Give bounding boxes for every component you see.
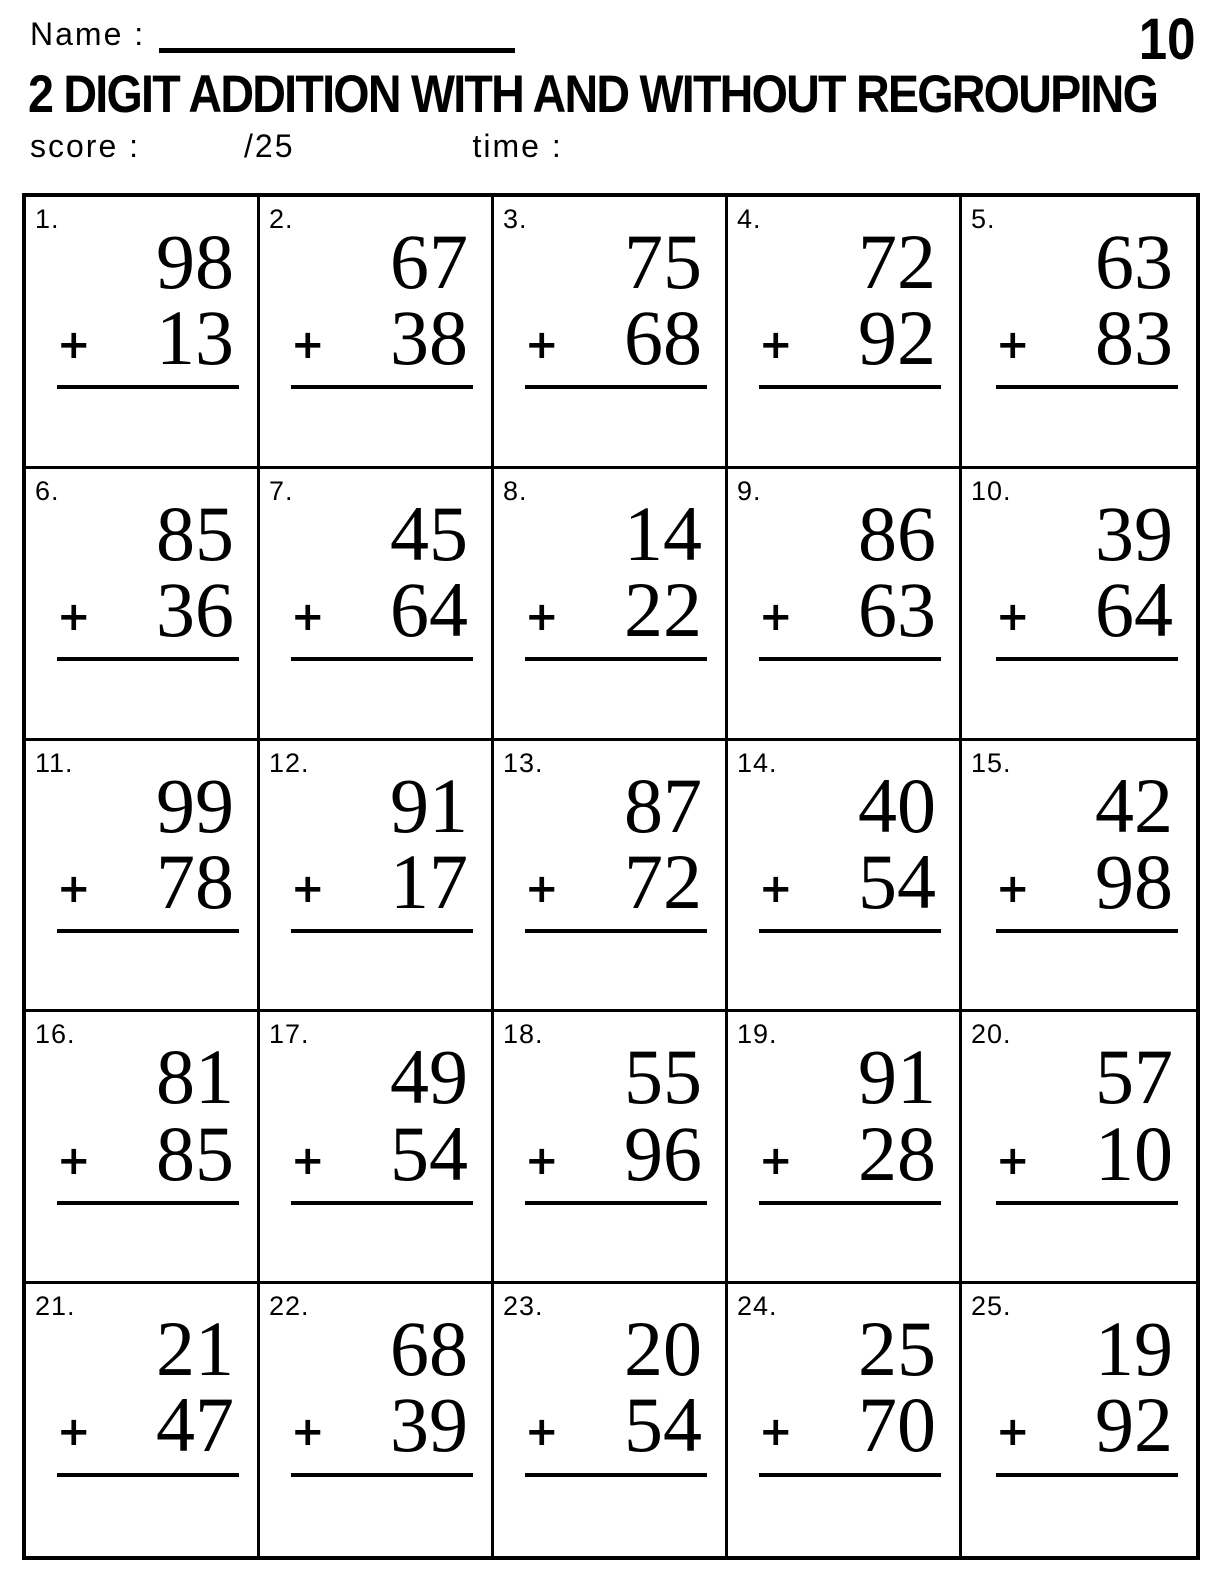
- problem-number: 2.: [269, 204, 294, 234]
- plus-sign: +: [759, 594, 793, 641]
- top-operand: 55: [624, 1033, 702, 1121]
- top-operand: 72: [858, 218, 936, 305]
- top-operand: 39: [1095, 489, 1173, 577]
- operator-row: [525, 837, 707, 933]
- addition-problem: [57, 1305, 239, 1476]
- answer-space: [962, 386, 1196, 466]
- plus-sign: +: [291, 594, 325, 641]
- problem-number: 15.: [971, 747, 1012, 778]
- addition-problem: [57, 218, 239, 389]
- operator-row: [759, 1381, 941, 1476]
- problem-number: 19.: [737, 1019, 778, 1050]
- name-label: Name :: [30, 16, 146, 52]
- problem-cell: [962, 197, 1196, 469]
- problem-cell: [962, 1284, 1196, 1556]
- operator-row: [525, 294, 707, 389]
- problem-cell: [728, 469, 962, 741]
- top-operand: 68: [390, 1305, 468, 1393]
- operator-row: [996, 837, 1178, 933]
- answer-space: [260, 658, 491, 738]
- operator-row: [996, 1109, 1178, 1205]
- bottom-operand: 54: [624, 1381, 702, 1469]
- problem-number: 13.: [503, 747, 544, 778]
- addition-problem: [759, 1305, 941, 1476]
- page-number: 10: [1139, 7, 1196, 72]
- top-operand: 45: [390, 489, 468, 577]
- addition-problem: [57, 489, 239, 661]
- plus-sign: +: [759, 1137, 793, 1184]
- plus-sign: +: [525, 1409, 559, 1456]
- answer-space: [962, 658, 1196, 738]
- top-operand: 14: [624, 489, 702, 577]
- addition-problem: [291, 761, 473, 933]
- worksheet-title: 2 DIGIT ADDITION WITH AND WITHOUT REGROUPING: [28, 65, 1158, 124]
- plus-sign: +: [57, 594, 91, 641]
- problem-number: 16.: [35, 1019, 76, 1050]
- bottom-operand: 92: [858, 294, 936, 382]
- addition-problem: [525, 489, 707, 661]
- problem-number: 17.: [269, 1019, 310, 1050]
- operator-row: [57, 294, 239, 389]
- problem-number: 4.: [737, 204, 762, 234]
- plus-sign: +: [57, 322, 91, 369]
- addition-problem: [759, 489, 941, 661]
- plus-sign: +: [291, 865, 325, 912]
- answer-space: [728, 929, 959, 1009]
- plus-sign: +: [525, 865, 559, 912]
- problem-cell: [260, 197, 494, 469]
- problem-cell: [494, 1284, 728, 1556]
- operator-row: [57, 1381, 239, 1476]
- bottom-operand: 83: [1095, 294, 1173, 382]
- operator-row: [996, 294, 1178, 389]
- bottom-operand: 92: [1095, 1381, 1173, 1469]
- problem-cell: [26, 1012, 260, 1284]
- problem-cell: [26, 741, 260, 1013]
- answer-space: [962, 1476, 1196, 1556]
- plus-sign: +: [996, 1137, 1030, 1184]
- problems-grid: [22, 193, 1200, 1560]
- addition-problem: [291, 218, 473, 389]
- answer-space: [26, 1476, 257, 1556]
- answer-space: [494, 1201, 725, 1281]
- bottom-operand: 98: [1095, 837, 1173, 925]
- bottom-operand: 28: [858, 1109, 936, 1197]
- addition-problem: [57, 761, 239, 933]
- score-row: [30, 128, 563, 165]
- plus-sign: +: [291, 1137, 325, 1184]
- operator-row: [996, 565, 1178, 661]
- top-operand: 25: [858, 1305, 936, 1393]
- answer-space: [962, 1201, 1196, 1281]
- problem-cell: [494, 469, 728, 741]
- addition-problem: [996, 489, 1178, 661]
- problem-number: 6.: [35, 475, 60, 506]
- operator-row: [291, 1109, 473, 1205]
- bottom-operand: 70: [858, 1381, 936, 1469]
- answer-space: [494, 658, 725, 738]
- problem-cell: [728, 1284, 962, 1556]
- problem-cell: [26, 197, 260, 469]
- problem-cell: [260, 741, 494, 1013]
- top-operand: 67: [390, 218, 468, 305]
- problem-number: 1.: [35, 204, 60, 234]
- top-operand: 21: [156, 1305, 234, 1393]
- plus-sign: +: [759, 1409, 793, 1456]
- bottom-operand: 78: [156, 837, 234, 925]
- problem-cell: [26, 469, 260, 741]
- answer-space: [26, 929, 257, 1009]
- name-blank-line: [159, 17, 515, 53]
- problem-number: 7.: [269, 475, 294, 506]
- plus-sign: +: [57, 1409, 91, 1456]
- top-operand: 20: [624, 1305, 702, 1393]
- plus-sign: +: [996, 1409, 1030, 1456]
- problem-cell: [962, 1012, 1196, 1284]
- bottom-operand: 68: [624, 294, 702, 382]
- problem-number: 14.: [737, 747, 778, 778]
- problem-cell: [494, 741, 728, 1013]
- time-label: time :: [472, 128, 563, 164]
- answer-space: [494, 929, 725, 1009]
- addition-problem: [291, 489, 473, 661]
- plus-sign: +: [525, 1137, 559, 1184]
- answer-space: [26, 658, 257, 738]
- top-operand: 57: [1095, 1033, 1173, 1121]
- answer-space: [26, 386, 257, 466]
- operator-row: [291, 837, 473, 933]
- bottom-operand: 38: [390, 294, 468, 382]
- bottom-operand: 22: [624, 565, 702, 653]
- addition-problem: [759, 1033, 941, 1204]
- problem-number: 23.: [503, 1291, 544, 1322]
- plus-sign: +: [759, 865, 793, 912]
- bottom-operand: 96: [624, 1109, 702, 1197]
- operator-row: [291, 294, 473, 389]
- bottom-operand: 13: [156, 294, 234, 382]
- plus-sign: +: [996, 594, 1030, 641]
- operator-row: [525, 1381, 707, 1476]
- addition-problem: [996, 218, 1178, 389]
- bottom-operand: 85: [156, 1109, 234, 1197]
- plus-sign: +: [57, 1137, 91, 1184]
- operator-row: [291, 565, 473, 661]
- operator-row: [57, 1109, 239, 1205]
- top-operand: 40: [858, 761, 936, 849]
- bottom-operand: 39: [390, 1381, 468, 1469]
- problem-cell: [26, 1284, 260, 1556]
- addition-problem: [525, 1033, 707, 1204]
- answer-space: [494, 1476, 725, 1556]
- operator-row: [996, 1381, 1178, 1476]
- answer-space: [260, 929, 491, 1009]
- answer-space: [728, 386, 959, 466]
- addition-problem: [996, 1033, 1178, 1204]
- problem-cell: [494, 197, 728, 469]
- problem-number: 11.: [35, 747, 74, 778]
- top-operand: 85: [156, 489, 234, 577]
- addition-problem: [525, 1305, 707, 1476]
- answer-space: [260, 1476, 491, 1556]
- answer-space: [494, 386, 725, 466]
- problem-number: 20.: [971, 1019, 1012, 1050]
- answer-space: [260, 1201, 491, 1281]
- operator-row: [525, 565, 707, 661]
- score-label: score :: [30, 128, 141, 164]
- bottom-operand: 64: [1095, 565, 1173, 653]
- operator-row: [525, 1109, 707, 1205]
- bottom-operand: 17: [390, 837, 468, 925]
- top-operand: 63: [1095, 218, 1173, 305]
- top-operand: 99: [156, 761, 234, 849]
- plus-sign: +: [291, 322, 325, 369]
- operator-row: [759, 837, 941, 933]
- top-operand: 19: [1095, 1305, 1173, 1393]
- problem-cell: [494, 1012, 728, 1284]
- bottom-operand: 54: [390, 1109, 468, 1197]
- problem-number: 9.: [737, 475, 762, 506]
- answer-space: [728, 658, 959, 738]
- addition-problem: [996, 1305, 1178, 1476]
- operator-row: [759, 294, 941, 389]
- bottom-operand: 72: [624, 837, 702, 925]
- operator-row: [759, 565, 941, 661]
- problem-number: 8.: [503, 475, 528, 506]
- problem-number: 22.: [269, 1291, 310, 1322]
- operator-row: [759, 1109, 941, 1205]
- addition-problem: [291, 1033, 473, 1204]
- operator-row: [291, 1381, 473, 1476]
- top-operand: 42: [1095, 761, 1173, 849]
- problem-number: 21.: [35, 1291, 76, 1322]
- addition-problem: [996, 761, 1178, 933]
- bottom-operand: 47: [156, 1381, 234, 1469]
- problem-number: 3.: [503, 204, 528, 234]
- addition-problem: [759, 761, 941, 933]
- problem-number: 12.: [269, 747, 310, 778]
- bottom-operand: 36: [156, 565, 234, 653]
- problem-number: 25.: [971, 1291, 1012, 1322]
- top-operand: 87: [624, 761, 702, 849]
- plus-sign: +: [759, 322, 793, 369]
- plus-sign: +: [57, 865, 91, 912]
- top-operand: 81: [156, 1033, 234, 1121]
- problem-cell: [962, 741, 1196, 1013]
- plus-sign: +: [525, 594, 559, 641]
- answer-space: [728, 1476, 959, 1556]
- bottom-operand: 63: [858, 565, 936, 653]
- operator-row: [57, 565, 239, 661]
- addition-problem: [525, 761, 707, 933]
- operator-row: [57, 837, 239, 933]
- problem-cell: [260, 469, 494, 741]
- addition-problem: [57, 1033, 239, 1204]
- answer-space: [962, 929, 1196, 1009]
- problem-cell: [728, 197, 962, 469]
- top-operand: 86: [858, 489, 936, 577]
- top-operand: 75: [624, 218, 702, 305]
- plus-sign: +: [996, 865, 1030, 912]
- plus-sign: +: [291, 1409, 325, 1456]
- plus-sign: +: [996, 322, 1030, 369]
- problem-cell: [260, 1012, 494, 1284]
- problem-cell: [962, 469, 1196, 741]
- answer-space: [26, 1201, 257, 1281]
- problem-cell: [260, 1284, 494, 1556]
- problem-number: 5.: [971, 204, 996, 234]
- bottom-operand: 10: [1095, 1109, 1173, 1197]
- bottom-operand: 54: [858, 837, 936, 925]
- top-operand: 98: [156, 218, 234, 305]
- answer-space: [260, 386, 491, 466]
- problem-number: 24.: [737, 1291, 778, 1322]
- problem-number: 18.: [503, 1019, 544, 1050]
- top-operand: 91: [858, 1033, 936, 1121]
- top-operand: 91: [390, 761, 468, 849]
- answer-space: [728, 1201, 959, 1281]
- name-row: [30, 16, 515, 53]
- top-operand: 49: [390, 1033, 468, 1121]
- addition-problem: [759, 218, 941, 389]
- problem-cell: [728, 741, 962, 1013]
- addition-problem: [525, 218, 707, 389]
- plus-sign: +: [525, 322, 559, 369]
- problem-cell: [728, 1012, 962, 1284]
- addition-problem: [291, 1305, 473, 1476]
- bottom-operand: 64: [390, 565, 468, 653]
- problem-number: 10.: [971, 475, 1012, 506]
- score-value: /25: [244, 128, 295, 164]
